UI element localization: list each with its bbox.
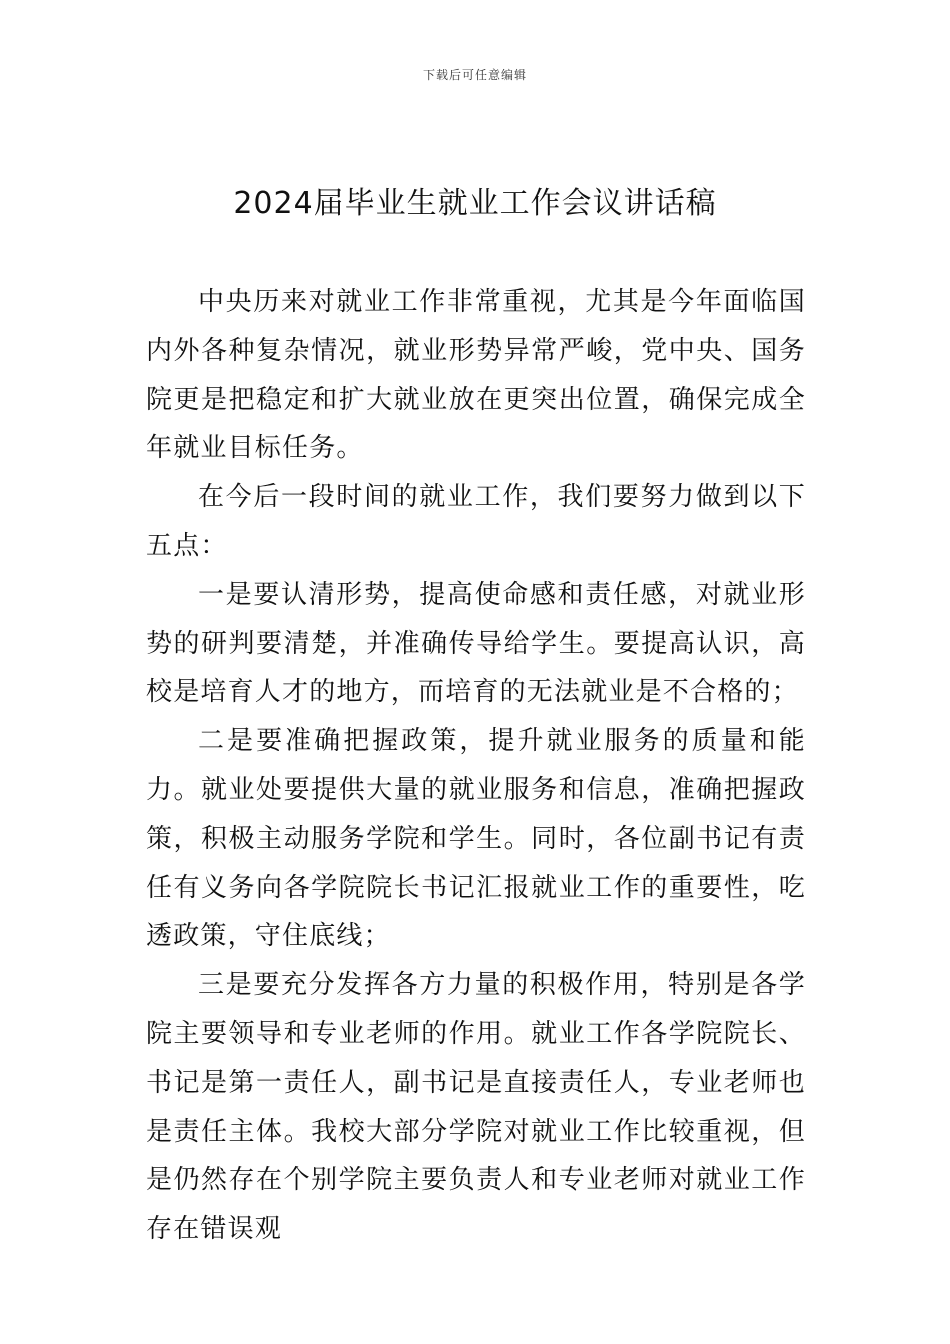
paragraph: 二是要准确把握政策，提升就业服务的质量和能力。就业处要提供大量的就业服务和信息，准确把握政策，积极主动服务学院和学生。同时，各位副书记有责任有义务向各学院院长书记汇报就业工作的重要性，吃透政策，守住底线；	[146, 726, 806, 952]
document-body	[146, 278, 806, 1254]
document-title: 2024届毕业生就业工作会议讲话稿	[233, 186, 717, 221]
paragraph: 在今后一段时间的就业工作，我们要努力做到以下五点：	[146, 482, 806, 561]
paragraph: 中央历来对就业工作非常重视，尤其是今年面临国内外各种复杂情况，就业形势异常严峻，党中央、国务院更是把稳定和扩大就业放在更突出位置，确保完成全年就业目标任务。	[146, 287, 806, 464]
paragraph: 三是要充分发挥各方力量的积极作用，特别是各学院主要领导和专业老师的作用。就业工作各学院院长、书记是第一责任人，副书记是直接责任人，专业老师也是责任主体。我校大部分学院对就业工作比较重视，但是仍然存在个别学院主要负责人和专业老师对就业工作存在错误观	[146, 970, 806, 1245]
paragraph: 一是要认清形势，提高使命感和责任感，对就业形势的研判要清楚，并准确传导给学生。要提高认识，高校是培育人才的地方，而培育的无法就业是不合格的；	[146, 579, 806, 708]
header-note: 下载后可任意编辑	[422, 68, 527, 82]
